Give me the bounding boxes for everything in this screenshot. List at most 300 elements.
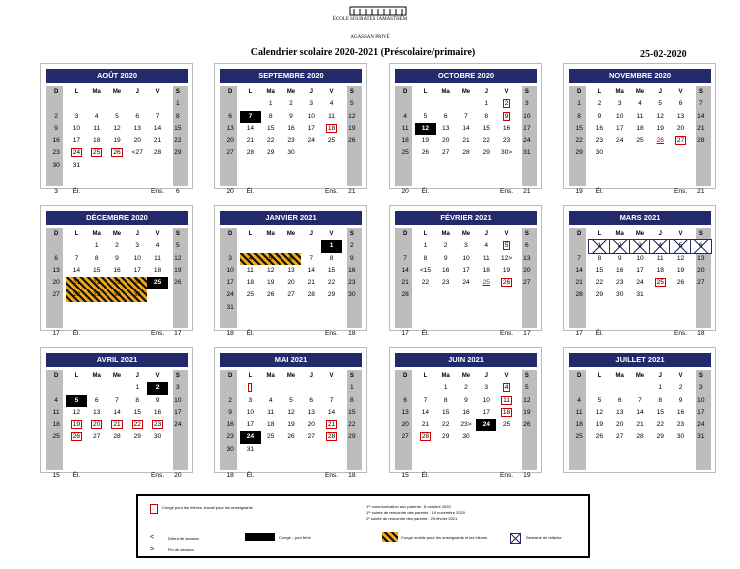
week-row [220,123,362,135]
day-cell [670,160,690,172]
day-cell [240,444,260,456]
day-number: 18 [267,421,275,429]
day-cell [107,407,127,419]
day-number: 11 [401,124,409,132]
day-header: S [349,89,354,95]
day-cell [395,111,415,123]
day-cell [87,407,107,419]
day-header: Me [635,373,645,379]
day-number: 15 [442,408,450,416]
day-cell [321,431,341,443]
day-number: 19 [113,137,121,145]
day-cell [569,253,589,265]
day-number: 5 [175,242,180,250]
day-cell [456,289,476,301]
day-cell [630,265,650,277]
day-cell [691,147,711,159]
month-grid [569,228,711,340]
day-cell [261,240,281,252]
week-row [46,147,188,159]
month-calendar [389,63,542,195]
day-cell [436,135,456,147]
day-cell [395,123,415,135]
month-title: FÉVRIER 2021 [395,211,537,225]
day-number: 5 [115,112,119,120]
day-number: 6 [617,396,622,404]
legend-fin: Fin de session [168,547,194,552]
footer-cell [107,470,127,482]
day-cell [436,160,456,172]
day-header: L [597,89,602,95]
red-day-icon [150,504,158,514]
day-cell [610,123,630,135]
day-cell [46,419,66,431]
day-cell [589,407,609,419]
day-cell [220,123,240,135]
day-cell [476,147,496,159]
day-number: 21 [113,421,121,429]
footer-cell [301,470,321,482]
footer-cell: Ens. [499,330,514,337]
day-number: 30 [153,433,162,441]
day-cell [147,382,167,394]
day-cell [168,277,188,289]
day-header: L [248,231,253,237]
day-number: 24 [133,279,141,287]
day-header: Me [461,89,471,95]
day-cell [301,123,321,135]
day-cell [342,265,362,277]
day-number: 18 [401,137,409,145]
week-row [569,382,711,394]
day-number: 22 [575,137,583,145]
day-number: 29 [267,149,275,157]
day-cell [415,265,435,277]
day-number: 8 [94,254,99,262]
day-number: 25 [267,433,275,441]
day-header: V [155,373,160,379]
footer-cell: 21 [523,188,531,195]
day-number: 25 [153,279,162,287]
week-row [46,123,188,135]
month-footer [220,186,362,198]
day-number: 5 [658,100,663,108]
day-number: 20 [93,421,101,429]
day-number: 13 [307,408,315,416]
month-calendar [563,347,716,473]
day-header: Ma [92,373,101,379]
day-number: 14 [72,266,81,274]
day-cell [301,111,321,123]
day-cell [569,277,589,289]
day-number: 21 [636,421,644,429]
day-number: 5 [597,396,602,404]
day-number: 19 [502,266,511,274]
day-header: S [524,89,529,95]
day-cell [456,147,476,159]
day-header: Ma [441,231,450,237]
day-number: 8 [597,254,602,262]
day-cell [569,123,589,135]
day-cell [261,147,281,159]
day-number: 28 [113,433,121,441]
day-number: 7 [638,396,642,404]
day-number: 30 [348,291,356,299]
day-cell [691,395,711,407]
day-number: 4 [484,242,489,250]
day-cell [46,240,66,252]
day-cell [87,111,107,123]
day-cell [240,253,260,265]
day-cell [670,431,690,443]
day-cell [301,302,321,314]
day-cell [301,395,321,407]
day-number: 14 [462,124,470,132]
day-cell [476,395,496,407]
day-cell [476,98,496,110]
legend-debut: Début de session [168,536,199,541]
day-cell [147,444,167,456]
week-row [46,407,188,419]
month-calendar [214,205,367,337]
day-number: 17 [482,408,490,416]
day-cell [301,419,321,431]
day-cell [301,382,321,394]
day-cell [610,289,630,301]
day-cell [670,395,690,407]
month-grid [46,228,188,340]
day-header-row [569,370,711,382]
day-cell [415,277,435,289]
day-number: 30 [113,291,121,299]
day-number: 28 [327,433,336,441]
day-cell [610,431,630,443]
day-cell [127,240,147,252]
day-cell [220,382,240,394]
day-cell [650,265,670,277]
day-number: 23 [153,421,162,429]
week-row [395,431,537,443]
day-cell [147,431,167,443]
footer-cell [127,328,147,340]
day-number: 27 [93,433,101,441]
day-number: 11 [636,112,644,120]
day-cell [395,289,415,301]
day-number: 20 [287,279,295,287]
footer-cell: Ens. [150,188,165,195]
day-cell [301,431,321,443]
day-cell [46,123,66,135]
day-number: 2 [115,242,119,250]
day-cell [168,123,188,135]
day-cell [261,111,281,123]
day-cell [476,431,496,443]
footer-cell [261,186,281,198]
day-number: 22 [327,279,336,287]
day-cell [476,111,496,123]
day-cell [436,277,456,289]
day-number: 14 [153,124,162,132]
day-number: 12 [523,396,531,404]
day-number: 9 [464,396,468,404]
day-number: 16 [153,408,162,416]
footer-cell [107,328,127,340]
day-cell [630,277,650,289]
month-calendar [389,347,542,479]
day-number: 21 [307,279,315,287]
day-cell [281,111,301,123]
day-number: 31 [523,149,531,157]
day-cell [240,111,260,123]
footer-cell: 3 [54,188,58,195]
day-number: 1 [94,242,99,250]
day-header: J [484,89,488,95]
day-header-row [46,86,188,98]
week-row [395,111,537,123]
day-number: 28 [401,291,409,299]
day-cell [107,419,127,431]
day-cell [476,160,496,172]
relache-icon [510,531,521,542]
month-grid [46,370,188,482]
day-cell [456,302,476,314]
day-cell [281,444,301,456]
day-cell [569,160,589,172]
footer-cell [436,186,456,198]
day-number: 30> [500,149,513,157]
day-cell [240,123,260,135]
day-header: V [678,231,683,237]
day-cell [107,302,127,314]
day-number: 27 [616,433,624,441]
footer-cell [261,470,281,482]
day-cell [395,135,415,147]
day-cell [107,382,127,394]
day-number: 24 [636,279,644,287]
day-number: 12 [113,124,121,132]
day-cell [436,407,456,419]
week-row [46,253,188,265]
day-cell [66,419,86,431]
day-cell [301,135,321,147]
day-number: 2 [155,384,160,392]
footer-cell: 21 [697,188,705,195]
day-number: 26 [267,291,275,299]
day-header-row [46,370,188,382]
day-cell [517,160,537,172]
day-cell [589,240,609,252]
footer-cell [476,470,496,482]
day-header: S [698,89,703,95]
day-number: 16 [287,124,295,132]
day-number: 16 [226,421,234,429]
day-header: L [248,89,253,95]
day-cell [321,302,341,314]
day-cell [127,253,147,265]
week-row [395,123,537,135]
day-number: 11 [154,254,161,262]
day-number: 1 [329,242,334,250]
day-cell [66,395,86,407]
day-header: D [227,373,233,379]
month-title: JUILLET 2021 [569,353,711,367]
week-row [395,407,537,419]
day-number: 4 [54,396,58,404]
day-cell [610,407,630,419]
day-number: 9 [443,254,448,262]
day-number: 2 [228,396,232,404]
day-cell [107,253,127,265]
day-number: 1 [423,242,428,250]
footer-cell [691,470,711,482]
footer-cell [436,470,456,482]
document-date: 25-02-2020 [640,49,687,60]
day-cell [261,431,281,443]
week-row [569,111,711,123]
day-cell [415,419,435,431]
day-cell [630,135,650,147]
day-number: 13 [616,408,624,416]
day-header: V [504,231,509,237]
day-cell [321,395,341,407]
day-number: 20 [616,421,624,429]
day-cell [147,253,167,265]
day-cell [66,265,86,277]
day-number: 24 [616,137,624,145]
day-cell [496,135,516,147]
day-header: Me [461,231,471,237]
day-cell [395,444,415,456]
day-cell [517,135,537,147]
day-number: 3 [74,112,79,120]
day-cell [670,419,690,431]
day-number: 22 [93,279,101,287]
day-cell [630,111,650,123]
day-cell [630,395,650,407]
month-footer [46,186,188,198]
day-cell [436,419,456,431]
day-cell [670,240,690,252]
day-cell [261,160,281,172]
day-cell [261,277,281,289]
day-header: D [227,89,233,95]
footer-cell: 19 [575,188,583,195]
day-number: 31 [226,303,234,311]
day-cell [610,265,630,277]
day-cell [240,240,260,252]
day-number: 10 [482,396,490,404]
day-cell [66,135,86,147]
footer-cell [87,470,107,482]
day-cell [66,253,86,265]
day-cell [87,240,107,252]
day-number: 11 [246,266,254,274]
day-number: 12 [595,408,604,416]
day-cell [436,123,456,135]
day-number: 14 [113,408,121,416]
day-number: 11 [482,254,490,262]
day-number: 27 [226,149,234,157]
day-number: 9 [678,396,683,404]
debut-symbol: < [150,534,155,541]
day-cell [436,253,456,265]
day-number: 19 [421,137,430,145]
day-cell [168,419,188,431]
footer-cell [261,328,281,340]
day-cell [342,407,362,419]
day-cell [395,419,415,431]
day-cell [650,431,670,443]
day-number: 15 [93,266,101,274]
day-cell [281,98,301,110]
day-cell [496,98,516,110]
week-row [569,98,711,110]
day-cell [395,253,415,265]
day-number: <27 [131,149,143,157]
day-number: 6 [289,254,293,262]
day-number: 25 [482,279,490,287]
day-cell [46,147,66,159]
day-cell [168,147,188,159]
day-header: V [155,231,160,237]
day-number: 23 [502,137,511,145]
day-number: 29 [174,149,182,157]
day-number: 25 [93,149,101,157]
day-cell [107,431,127,443]
day-number: 21 [462,137,470,145]
legend [136,494,590,558]
day-cell [46,111,66,123]
day-cell [281,289,301,301]
day-cell [46,431,66,443]
day-number: 10 [616,112,624,120]
day-number: 18 [93,137,101,145]
day-cell [691,240,711,252]
month-title: SEPTEMBRE 2020 [220,69,362,83]
day-cell [650,419,670,431]
day-cell [321,289,341,301]
week-row [220,419,362,431]
day-number: 22 [174,137,182,145]
week-row [220,444,362,456]
day-header: V [678,89,683,95]
day-number: 19 [267,279,275,287]
day-number: 15 [327,266,336,274]
day-cell [476,240,496,252]
day-cell [670,123,690,135]
day-cell [650,147,670,159]
day-cell [691,277,711,289]
month-title: AOÛT 2020 [46,69,188,83]
footer-cell [650,470,670,482]
day-number: 21 [72,279,81,287]
day-cell [321,111,341,123]
day-cell [261,382,281,394]
day-cell [147,98,167,110]
day-cell [496,289,516,301]
day-cell [147,289,167,301]
day-number: 21 [246,137,255,145]
school-line: ÉCOLE SOURATES JAMASTHÉM [332,17,408,22]
day-cell [127,147,147,159]
day-header: Me [635,231,645,237]
day-cell [127,98,147,110]
day-cell [476,407,496,419]
week-row [220,395,362,407]
day-cell [395,277,415,289]
day-cell [220,253,240,265]
day-number: 7 [577,254,581,262]
